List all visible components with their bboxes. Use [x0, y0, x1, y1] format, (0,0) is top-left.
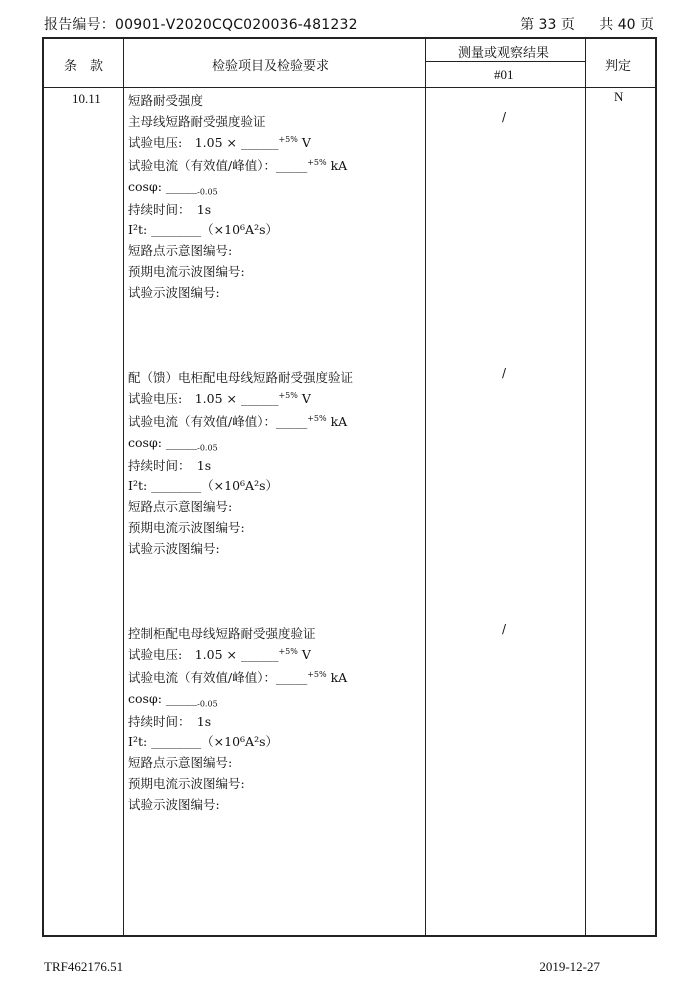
- test-voltage: 试验电压: 1.05 × ______$^{+5\%}$ V: [128, 134, 311, 150]
- clause-number: 10.11: [72, 91, 101, 106]
- test-current: 试验电流（有效值/峰值）：_____$^{+5\%}$ kA: [128, 413, 348, 429]
- page-indicator: [500, 14, 654, 34]
- test-voltage: 试验电压: 1.05 × ______$^{+5\%}$ V: [128, 646, 311, 662]
- issue-date: 2019-12-27: [539, 959, 600, 974]
- result-value: /: [502, 110, 507, 124]
- short-point-figure: 短路点示意图编号:: [128, 243, 233, 258]
- i2t-value: I²t: ________（×10⁶A²s）: [128, 222, 279, 237]
- duration: 持续时间： 1s: [128, 202, 212, 217]
- column-header-item: 检验项目及检验要求: [212, 59, 330, 74]
- test-oscillogram-figure: 试验示波图编号:: [128, 285, 220, 300]
- power-factor: cosφ: $\_\_\_\_\__{-0.05}$: [128, 179, 218, 197]
- page-number: 第 33 页: [520, 17, 575, 33]
- result-value: /: [502, 622, 507, 636]
- test-current: 试验电流（有效值/峰值）：_____$^{+5\%}$ kA: [128, 669, 348, 685]
- column-header-result: 测量或观察结果: [458, 46, 550, 61]
- column-header-verdict: 判定: [605, 59, 632, 74]
- test-current: 试验电流（有效值/峰值）：_____$^{+5\%}$ kA: [128, 157, 348, 173]
- duration: 持续时间： 1s: [128, 714, 212, 729]
- section-title: 控制柜配电母线短路耐受强度验证: [128, 626, 316, 641]
- expected-current-figure: 预期电流示波图编号:: [128, 776, 245, 791]
- report-number: 报告编号：00901-V2020CQC020036-481232: [44, 17, 358, 33]
- expected-current-figure: 预期电流示波图编号:: [128, 520, 245, 535]
- power-factor: cosφ: $\_\_\_\_\__{-0.05}$: [128, 435, 218, 453]
- short-point-figure: 短路点示意图编号:: [128, 755, 233, 770]
- test-oscillogram-figure: 试验示波图编号:: [128, 797, 220, 812]
- test-oscillogram-figure: 试验示波图编号:: [128, 541, 220, 556]
- result-value: /: [502, 366, 507, 380]
- short-point-figure: 短路点示意图编号:: [128, 499, 233, 514]
- expected-current-figure: 预期电流示波图编号:: [128, 264, 245, 279]
- i2t-value: I²t: ________（×10⁶A²s）: [128, 734, 279, 749]
- section-title: 主母线短路耐受强度验证: [128, 114, 266, 129]
- form-number: TRF462176.51: [44, 959, 124, 974]
- verdict-value: N: [614, 89, 624, 104]
- section-title: 配（馈）电柜配电母线短路耐受强度验证: [128, 370, 354, 385]
- column-header-sample: #01: [494, 67, 514, 82]
- test-voltage: 试验电压: 1.05 × ______$^{+5\%}$ V: [128, 390, 311, 406]
- i2t-value: I²t: ________（×10⁶A²s）: [128, 478, 279, 493]
- duration: 持续时间： 1s: [128, 458, 212, 473]
- column-header-clause: 条 款: [64, 59, 104, 74]
- section-heading: 短路耐受强度: [128, 93, 204, 108]
- page-total: 共 40 页: [599, 17, 654, 33]
- power-factor: cosφ: $\_\_\_\_\__{-0.05}$: [128, 691, 218, 709]
